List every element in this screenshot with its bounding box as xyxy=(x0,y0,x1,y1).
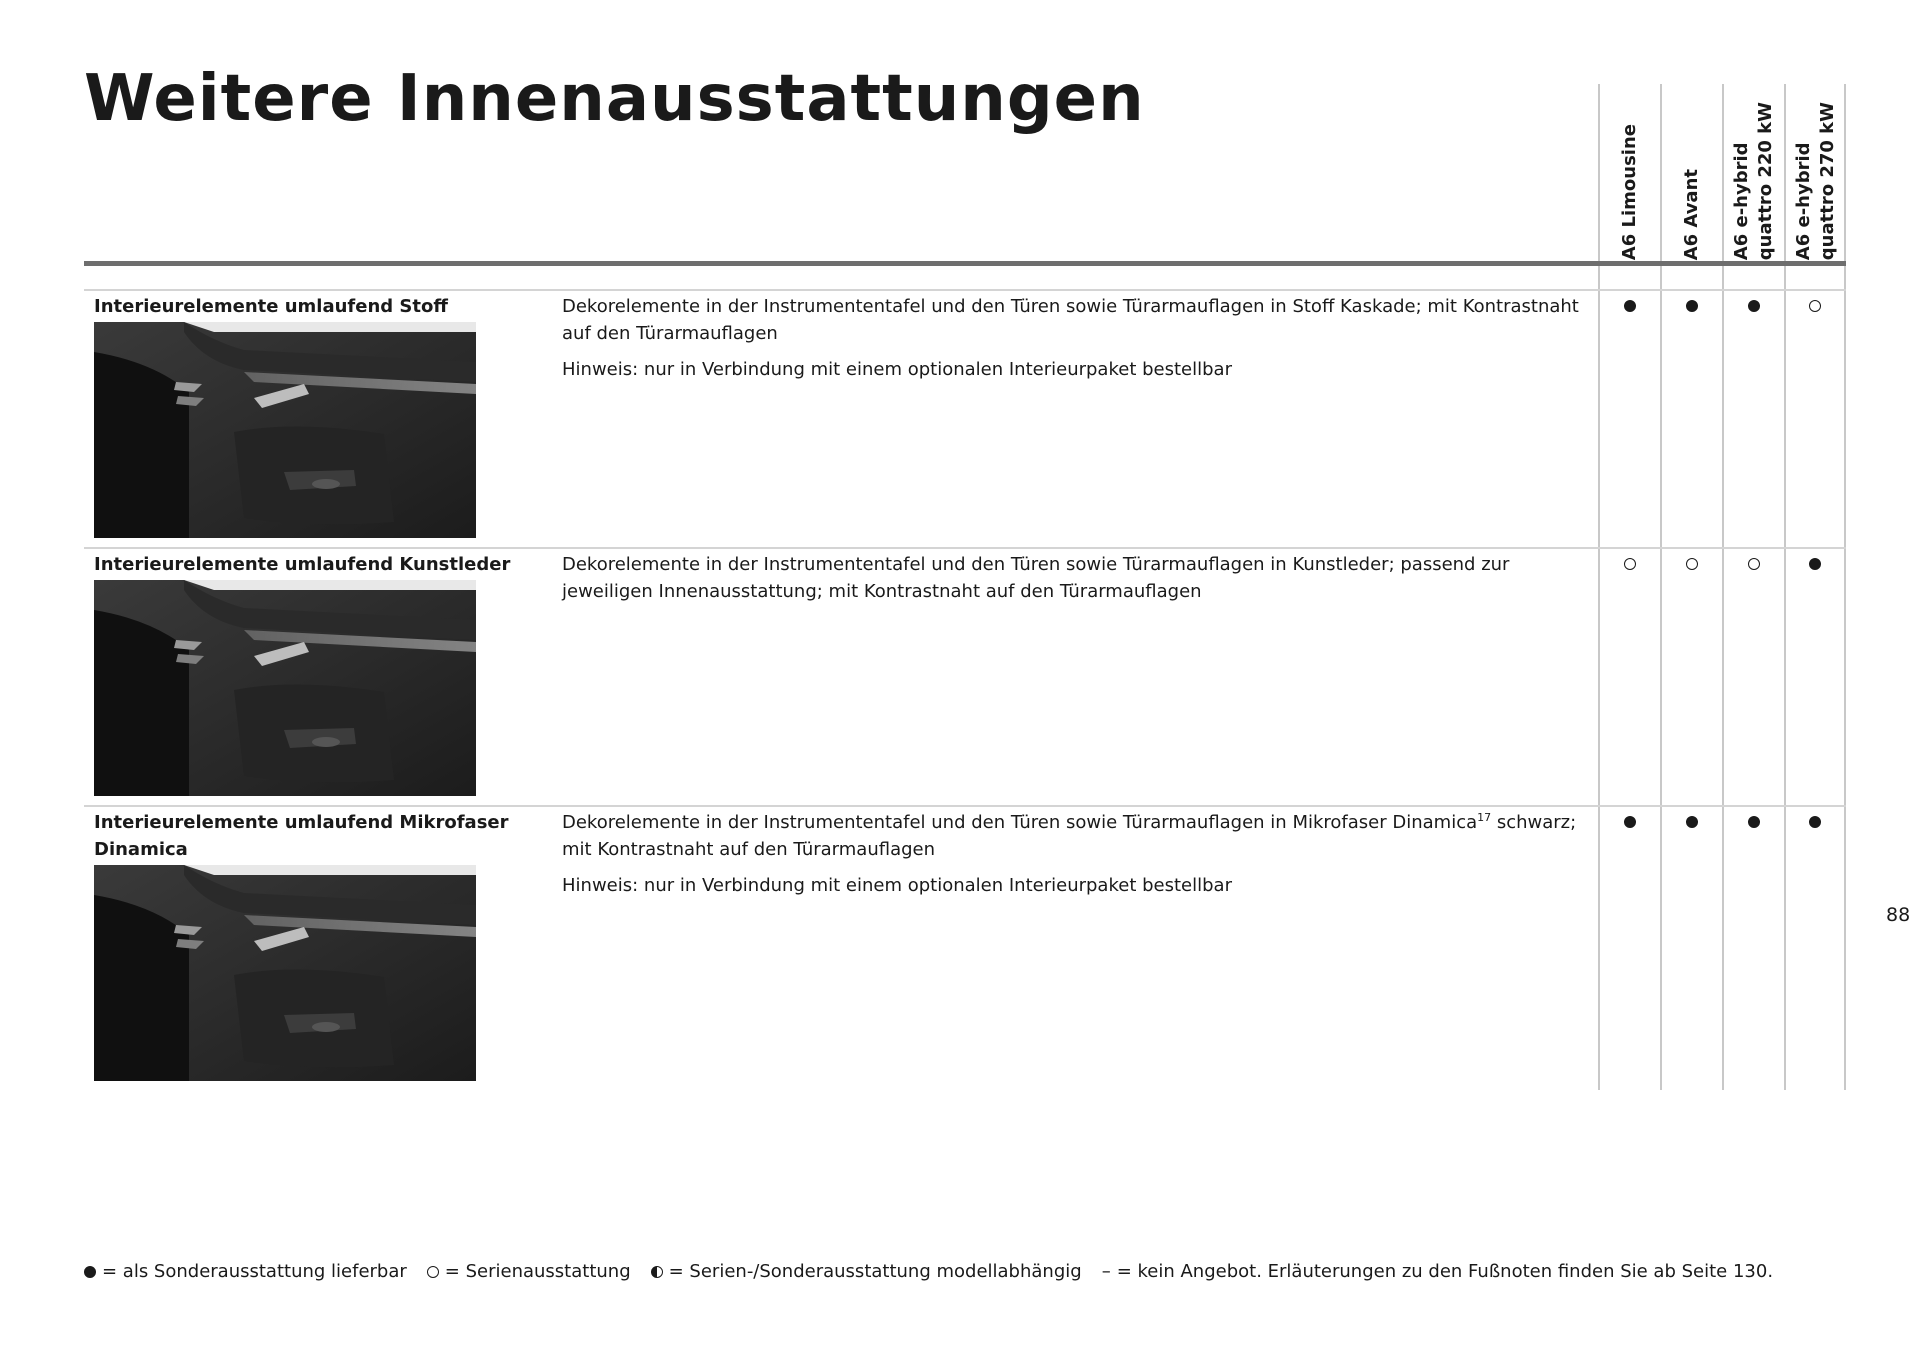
column-header-label: A6 Avant xyxy=(1681,168,1702,260)
footnote-ref: 17 xyxy=(1477,811,1492,824)
legend-item-optional xyxy=(84,1261,407,1282)
availability-mark xyxy=(1809,558,1821,570)
description-note: Hinweis: nur in Verbindung mit einem optionalen Interieurpaket bestellbar xyxy=(562,359,1232,380)
column-header-a6-ehybrid-270 xyxy=(1785,84,1847,260)
availability-mark xyxy=(1686,300,1698,312)
row-description-kunstleder xyxy=(562,551,1582,614)
page-title: Weitere Innenausstattungen xyxy=(84,62,1145,136)
availability-mark xyxy=(1624,816,1636,828)
column-header-a6-avant xyxy=(1661,84,1723,260)
column-header-a6-limousine xyxy=(1599,84,1661,260)
legend-item-standard xyxy=(427,1261,631,1282)
column-header-label: A6 Limousine xyxy=(1619,123,1640,260)
column-header-label: A6 e-hybrid quattro 270 kW xyxy=(1793,101,1838,260)
description-text: Dekorelemente in der Instrumententafel und den Türen sowie Türarmauflagen in Kunstleder; passend zur jeweiligen Innenausstattung; mit Kontrastnaht auf den Türarmauflagen xyxy=(562,554,1510,602)
description-note: Hinweis: nur in Verbindung mit einem optionalen Interieurpaket bestellbar xyxy=(562,875,1232,896)
row-title-mikrofaser-dinamica xyxy=(94,809,534,863)
legend-text: = Serien-/Sonderausstattung modellabhängig xyxy=(668,1261,1082,1282)
row-title-kunstleder xyxy=(94,551,534,578)
row-divider xyxy=(84,805,1846,807)
availability-mark xyxy=(1624,300,1636,312)
row-description-stoff-kaskade xyxy=(562,293,1582,392)
legend-item-not-offered xyxy=(1102,1261,1773,1282)
availability-mark xyxy=(1809,300,1821,312)
availability-mark xyxy=(1686,816,1698,828)
availability-mark xyxy=(1748,816,1760,828)
legend-text: = kein Angebot. Erläuterungen zu den Fußnoten finden Sie ab Seite 130. xyxy=(1116,1261,1774,1282)
description-text xyxy=(562,809,1582,863)
availability-mark xyxy=(1624,558,1636,570)
description-text: Dekorelemente in der Instrumententafel und den Türen sowie Türarmauflagen in Stoff Kaskade; mit Kontrastnaht auf den Türarmauflagen xyxy=(562,296,1579,344)
availability-mark xyxy=(1748,558,1760,570)
legend-text: = als Sonderausstattung lieferbar xyxy=(102,1261,407,1282)
description-part: schwarz; mit Kontrastnaht auf den Türarmauflagen xyxy=(562,812,1577,860)
availability-mark xyxy=(1686,558,1698,570)
header-rule xyxy=(84,261,1846,266)
row-title-text: Interieurelemente umlaufend Stoff xyxy=(94,296,448,317)
table-top-rule xyxy=(84,289,1846,291)
availability-mark xyxy=(1809,816,1821,828)
availability-mark xyxy=(1748,300,1760,312)
column-header-a6-ehybrid-220 xyxy=(1723,84,1785,260)
description-part: Dekorelemente in der Instrumententafel und den Türen sowie Türarmauflagen in Mikrofaser Dinamica xyxy=(562,812,1478,833)
filled-circle-icon xyxy=(84,1266,96,1278)
interior-door-image xyxy=(94,580,476,796)
interior-door-image xyxy=(94,865,476,1081)
row-title-text: Interieurelemente umlaufend Mikrofaser Dinamica xyxy=(94,812,509,860)
page-number: 88 xyxy=(1886,904,1911,926)
legend-text: = Serienausstattung xyxy=(444,1261,631,1282)
legend xyxy=(84,1261,1793,1282)
legend-item-model-dependent xyxy=(651,1261,1082,1282)
row-description-mikrofaser-dinamica xyxy=(562,809,1582,908)
column-header-label: A6 e-hybrid quattro 220 kW xyxy=(1731,101,1776,260)
row-title-text: Interieurelemente umlaufend Kunstleder xyxy=(94,554,511,575)
interior-door-image xyxy=(94,322,476,538)
open-circle-icon xyxy=(427,1266,439,1278)
dash-icon: – xyxy=(1101,1261,1111,1282)
half-circle-icon xyxy=(651,1266,663,1278)
row-divider xyxy=(84,547,1846,549)
